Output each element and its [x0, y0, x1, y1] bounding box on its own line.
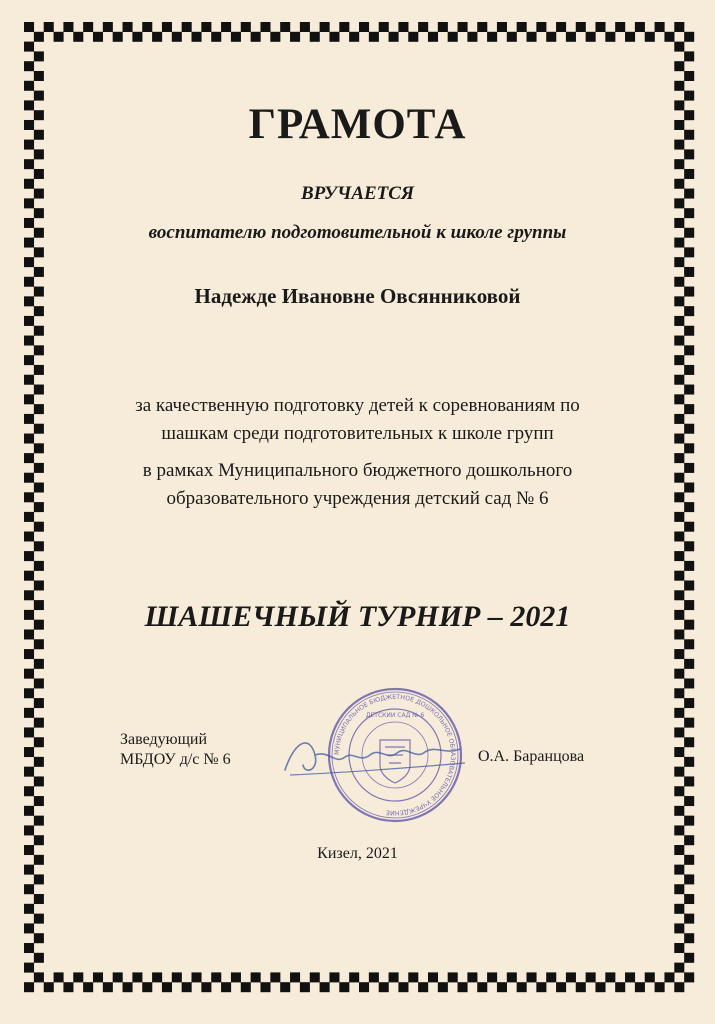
- border-square: [24, 296, 34, 306]
- border-square: [44, 22, 54, 32]
- border-square: [34, 737, 44, 747]
- border-square: [674, 296, 684, 306]
- border-square: [684, 600, 694, 610]
- border-square: [674, 257, 684, 267]
- border-square: [674, 355, 684, 365]
- border-square: [34, 659, 44, 669]
- border-square: [674, 571, 684, 581]
- border-square: [684, 855, 694, 865]
- border-square: [54, 32, 64, 42]
- border-square: [24, 982, 34, 992]
- border-square: [684, 91, 694, 101]
- recipient-role: воспитателю подготовительной к школе группы: [148, 222, 567, 243]
- border-square: [645, 972, 655, 982]
- border-square: [674, 865, 684, 875]
- border-square: [684, 522, 694, 532]
- border-square: [674, 531, 684, 541]
- border-square: [684, 972, 694, 982]
- border-square: [24, 159, 34, 169]
- border-square: [684, 718, 694, 728]
- border-square: [34, 228, 44, 238]
- border-square: [24, 610, 34, 620]
- award-context-line: в рамках Муниципального бюджетного дошкольного: [142, 460, 573, 481]
- border-square: [24, 22, 34, 32]
- border-square: [34, 776, 44, 786]
- border-square: [674, 747, 684, 757]
- border-square: [674, 414, 684, 424]
- border-square: [24, 512, 34, 522]
- border-square: [684, 541, 694, 551]
- border-square: [674, 336, 684, 346]
- border-square: [24, 218, 34, 228]
- border-square: [34, 169, 44, 179]
- stamp-inner-text: ДЕТСКИЙ САД № 6: [365, 712, 425, 719]
- border-square: [684, 208, 694, 218]
- border-square: [674, 100, 684, 110]
- border-square: [684, 639, 694, 649]
- border-square: [684, 32, 694, 42]
- border-square: [684, 267, 694, 277]
- border-square: [674, 22, 684, 32]
- border-square: [674, 179, 684, 189]
- border-square: [674, 649, 684, 659]
- border-square: [34, 287, 44, 297]
- border-square: [684, 502, 694, 512]
- border-square: [24, 669, 34, 679]
- border-square: [34, 306, 44, 316]
- border-square: [684, 561, 694, 571]
- border-square: [674, 786, 684, 796]
- border-square: [24, 590, 34, 600]
- border-square: [34, 894, 44, 904]
- border-square: [664, 32, 674, 42]
- border-square: [24, 414, 34, 424]
- border-square: [24, 277, 34, 287]
- border-square: [645, 32, 655, 42]
- border-square: [24, 884, 34, 894]
- border-square: [674, 492, 684, 502]
- border-square: [34, 796, 44, 806]
- border-square: [684, 189, 694, 199]
- border-square: [34, 91, 44, 101]
- border-square: [684, 698, 694, 708]
- certificate-content: [70, 0, 645, 1024]
- border-square: [684, 247, 694, 257]
- border-square: [674, 81, 684, 91]
- border-square: [24, 845, 34, 855]
- border-square: [674, 590, 684, 600]
- border-square: [684, 914, 694, 924]
- border-square: [24, 923, 34, 933]
- border-square: [34, 835, 44, 845]
- border-square: [674, 434, 684, 444]
- border-square: [684, 228, 694, 238]
- border-square: [24, 238, 34, 248]
- signatory-position-line: МБДОУ д/с № 6: [120, 751, 231, 768]
- border-square: [684, 933, 694, 943]
- border-square: [24, 198, 34, 208]
- border-square: [24, 825, 34, 835]
- border-square: [54, 972, 64, 982]
- border-square: [24, 100, 34, 110]
- border-square: [24, 806, 34, 816]
- border-square: [674, 982, 684, 992]
- border-square: [674, 42, 684, 52]
- border-square: [684, 463, 694, 473]
- border-square: [684, 874, 694, 884]
- border-square: [684, 659, 694, 669]
- border-square: [24, 747, 34, 757]
- border-square: [684, 678, 694, 688]
- border-square: [674, 473, 684, 483]
- award-context: [70, 457, 645, 513]
- border-square: [674, 198, 684, 208]
- border-square: [34, 483, 44, 493]
- border-square: [684, 737, 694, 747]
- border-square: [24, 473, 34, 483]
- border-square: [34, 385, 44, 395]
- border-square: [684, 424, 694, 434]
- border-square: [674, 845, 684, 855]
- border-square: [24, 120, 34, 130]
- border-square: [44, 982, 54, 992]
- border-square: [34, 345, 44, 355]
- signatory-position: [120, 730, 231, 770]
- award-reason-line: шашкам среди подготовительных к школе групп: [161, 423, 554, 444]
- border-square: [674, 669, 684, 679]
- border-square: [24, 316, 34, 326]
- border-square: [34, 718, 44, 728]
- border-square: [34, 404, 44, 414]
- border-square: [34, 189, 44, 199]
- border-square: [655, 982, 665, 992]
- border-square: [24, 963, 34, 973]
- border-square: [24, 943, 34, 953]
- signatory-name: О.А. Баранцова: [478, 748, 585, 765]
- border-square: [674, 610, 684, 620]
- border-square: [674, 512, 684, 522]
- border-square: [24, 786, 34, 796]
- border-square: [674, 963, 684, 973]
- border-square: [34, 365, 44, 375]
- border-square: [684, 816, 694, 826]
- border-square: [684, 169, 694, 179]
- border-square: [34, 267, 44, 277]
- border-square: [684, 149, 694, 159]
- border-square: [34, 620, 44, 630]
- border-square: [674, 943, 684, 953]
- border-square: [24, 355, 34, 365]
- border-square: [34, 972, 44, 982]
- border-square: [34, 561, 44, 571]
- border-square: [34, 953, 44, 963]
- border-square: [674, 277, 684, 287]
- border-square: [674, 375, 684, 385]
- border-square: [684, 835, 694, 845]
- border-square: [674, 238, 684, 248]
- border-square: [34, 502, 44, 512]
- border-square: [674, 140, 684, 150]
- border-square: [674, 923, 684, 933]
- border-square: [674, 629, 684, 639]
- signatory-position-line: Заведующий: [120, 731, 208, 748]
- border-square: [34, 522, 44, 532]
- border-square: [674, 218, 684, 228]
- border-square: [24, 708, 34, 718]
- border-square: [24, 394, 34, 404]
- border-square: [684, 620, 694, 630]
- border-square: [24, 531, 34, 541]
- border-square: [684, 71, 694, 81]
- border-square: [684, 894, 694, 904]
- border-square: [34, 855, 44, 865]
- border-square: [24, 42, 34, 52]
- border-square: [684, 326, 694, 336]
- border-square: [34, 326, 44, 336]
- border-square: [674, 727, 684, 737]
- border-square: [24, 629, 34, 639]
- border-square: [674, 61, 684, 71]
- border-square: [34, 149, 44, 159]
- border-square: [34, 874, 44, 884]
- border-square: [655, 22, 665, 32]
- border-square: [684, 365, 694, 375]
- border-square: [24, 375, 34, 385]
- border-square: [684, 51, 694, 61]
- border-square: [34, 443, 44, 453]
- border-square: [24, 865, 34, 875]
- border-square: [24, 61, 34, 71]
- border-square: [34, 698, 44, 708]
- border-square: [674, 120, 684, 130]
- border-square: [34, 51, 44, 61]
- award-reason-line: за качественную подготовку детей к соревнованиям по: [135, 395, 580, 416]
- border-square: [24, 81, 34, 91]
- border-square: [674, 884, 684, 894]
- border-square: [34, 757, 44, 767]
- border-square: [674, 551, 684, 561]
- border-square: [34, 424, 44, 434]
- border-square: [674, 453, 684, 463]
- stamp-outer-text: МУНИЦИПАЛЬНОЕ БЮДЖЕТНОЕ ДОШКОЛЬНОЕ ОБРАЗОВАТЕЛЬНОЕ УЧРЕЖДЕНИЕ: [333, 693, 457, 817]
- award-context-line: образовательного учреждения детский сад № 6: [166, 488, 549, 509]
- border-square: [34, 816, 44, 826]
- tournament-title: ШАШЕЧНЫЙ ТУРНИР – 2021: [144, 600, 571, 633]
- border-square: [24, 904, 34, 914]
- border-square: [684, 287, 694, 297]
- border-square: [684, 443, 694, 453]
- border-square: [34, 678, 44, 688]
- border-square: [674, 806, 684, 816]
- recipient-name: Надежде Ивановне Овсянниковой: [194, 284, 521, 308]
- border-square: [34, 541, 44, 551]
- award-reason: [70, 392, 645, 448]
- border-square: [684, 306, 694, 316]
- border-square: [24, 551, 34, 561]
- awarded-label: ВРУЧАЕТСЯ: [300, 183, 415, 204]
- border-square: [34, 639, 44, 649]
- border-square: [34, 110, 44, 120]
- border-square: [34, 130, 44, 140]
- border-square: [674, 688, 684, 698]
- border-square: [684, 483, 694, 493]
- border-square: [24, 257, 34, 267]
- border-square: [34, 463, 44, 473]
- border-square: [674, 825, 684, 835]
- border-square: [674, 159, 684, 169]
- border-square: [24, 727, 34, 737]
- border-square: [34, 208, 44, 218]
- border-square: [24, 453, 34, 463]
- border-square: [34, 580, 44, 590]
- border-square: [684, 953, 694, 963]
- border-square: [24, 571, 34, 581]
- border-square: [24, 649, 34, 659]
- border-square: [34, 71, 44, 81]
- border-square: [24, 767, 34, 777]
- border-square: [684, 130, 694, 140]
- border-square: [34, 933, 44, 943]
- border-square: [24, 688, 34, 698]
- border-square: [24, 336, 34, 346]
- border-square: [34, 600, 44, 610]
- border-square: [674, 394, 684, 404]
- border-square: [674, 708, 684, 718]
- border-square: [24, 140, 34, 150]
- border-square: [684, 110, 694, 120]
- border-square: [674, 767, 684, 777]
- border-square: [24, 434, 34, 444]
- border-square: [34, 247, 44, 257]
- border-square: [674, 316, 684, 326]
- certificate-title: ГРАМОТА: [248, 101, 467, 148]
- border-square: [684, 345, 694, 355]
- border-square: [664, 972, 674, 982]
- border-square: [34, 914, 44, 924]
- border-square: [684, 404, 694, 414]
- organization-stamp: [325, 685, 465, 825]
- border-square: [684, 776, 694, 786]
- place-date: Кизел, 2021: [317, 845, 398, 862]
- border-square: [674, 904, 684, 914]
- border-square: [24, 179, 34, 189]
- border-square: [684, 580, 694, 590]
- border-square: [34, 32, 44, 42]
- border-square: [684, 796, 694, 806]
- border-square: [24, 492, 34, 502]
- border-square: [684, 757, 694, 767]
- border-square: [684, 385, 694, 395]
